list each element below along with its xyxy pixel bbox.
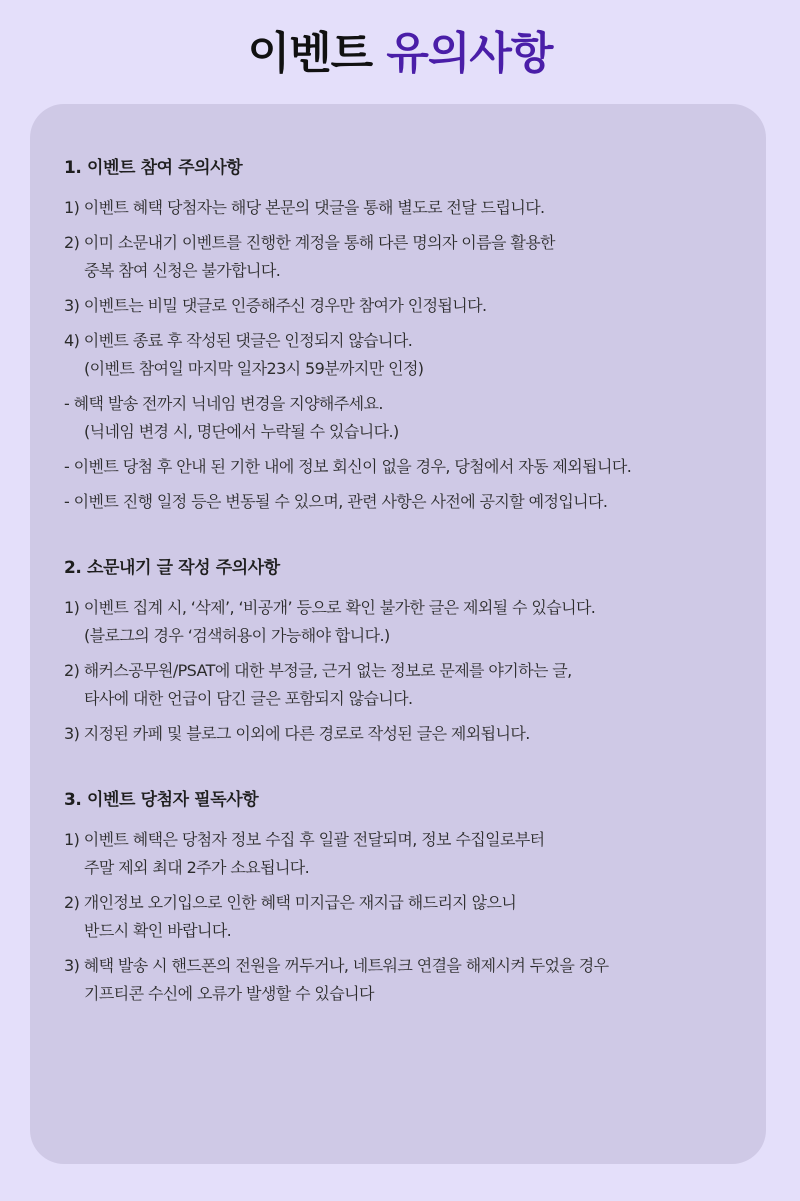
notice-item-text: 1) 이벤트 집계 시, ‘삭제’, ‘비공개’ 등으로 확인 불가한 글은 제외될 수 있습니다. (64, 598, 596, 617)
notice-item (64, 889, 736, 945)
notice-item (64, 488, 736, 516)
notice-item-text: - 이벤트 진행 일정 등은 변동될 수 있으며, 관련 사항은 사전에 공지할 예정입니다. (64, 492, 608, 511)
notice-item-continuation: 반드시 확인 바랍니다. (84, 921, 232, 940)
notice-item-text: 3) 혜택 발송 시 핸드폰의 전원을 꺼두거나, 네트워크 연결을 해제시켜 두었을 경우 (64, 956, 609, 975)
notice-section (64, 556, 736, 748)
notice-item-continuation: 주말 제외 최대 2주가 소요됩니다. (84, 858, 310, 877)
notice-item (64, 229, 736, 285)
notice-item (64, 952, 736, 1008)
section-heading: 1. 이벤트 참여 주의사항 (64, 158, 243, 178)
section-heading: 3. 이벤트 당첨자 필독사항 (64, 790, 259, 810)
notice-item (64, 594, 736, 650)
notice-section (64, 156, 736, 516)
notice-item-text: 3) 지정된 카페 및 블로그 이외에 다른 경로로 작성된 글은 제외됩니다. (64, 724, 530, 743)
notice-item (64, 657, 736, 713)
notice-item-continuation: (블로그의 경우 ‘검색허용이 가능해야 합니다.) (84, 626, 390, 645)
notice-item-text: 3) 이벤트는 비밀 댓글로 인증해주신 경우만 참여가 인정됩니다. (64, 296, 487, 315)
notice-item-text: 4) 이벤트 종료 후 작성된 댓글은 인정되지 않습니다. (64, 331, 413, 350)
notice-item (64, 194, 736, 222)
notice-item-continuation: 중복 참여 신청은 불가합니다. (84, 261, 281, 280)
notice-card (30, 104, 766, 1164)
notice-item-text: 2) 해커스공무원/PSAT에 대한 부정글, 근거 없는 정보로 문제를 야기하는 글, (64, 661, 572, 680)
notice-item-continuation: (닉네임 변경 시, 명단에서 누락될 수 있습니다.) (84, 422, 399, 441)
notice-item (64, 720, 736, 748)
notice-item (64, 292, 736, 320)
notice-item (64, 826, 736, 882)
notice-item (64, 453, 736, 481)
notice-section (64, 788, 736, 1008)
page-title-accent: 유의사항 (386, 28, 553, 79)
notice-item-text: 2) 개인정보 오기입으로 인한 혜택 미지급은 재지급 해드리지 않으니 (64, 893, 517, 912)
notice-item-text: 1) 이벤트 혜택 당첨자는 해당 본문의 댓글을 통해 별도로 전달 드립니다. (64, 198, 545, 217)
notice-item-text: - 혜택 발송 전까지 닉네임 변경을 지양해주세요. (64, 394, 383, 413)
notice-item (64, 390, 736, 446)
notice-item-continuation: (이벤트 참여일 마지막 일자23시 59분까지만 인정) (84, 359, 424, 378)
page-title (0, 22, 800, 86)
section-heading: 2. 소문내기 글 작성 주의사항 (64, 558, 280, 578)
notice-item-text: - 이벤트 당첨 후 안내 된 기한 내에 정보 회신이 없을 경우, 당첨에서 자동 제외됩니다. (64, 457, 632, 476)
page-title-main: 이벤트 (247, 28, 373, 79)
notice-item-continuation: 타사에 대한 언급이 담긴 글은 포함되지 않습니다. (84, 689, 413, 708)
notice-item (64, 327, 736, 383)
notice-item-continuation: 기프티콘 수신에 오류가 발생할 수 있습니다 (84, 984, 374, 1003)
notice-item-text: 1) 이벤트 혜택은 당첨자 정보 수집 후 일괄 전달되며, 정보 수집일로부터 (64, 830, 545, 849)
notice-item-text: 2) 이미 소문내기 이벤트를 진행한 계정을 통해 다른 명의자 이름을 활용한 (64, 233, 555, 252)
